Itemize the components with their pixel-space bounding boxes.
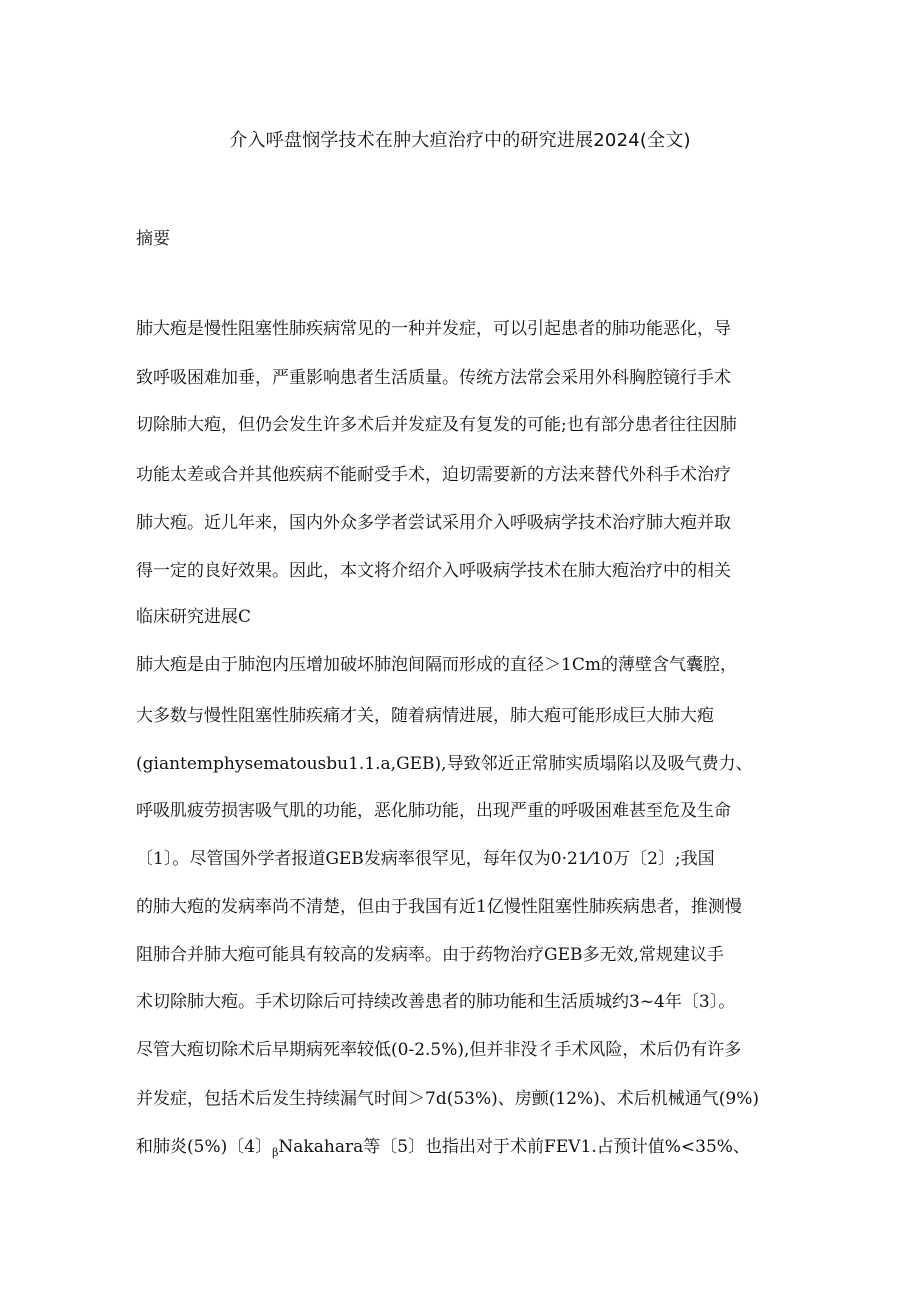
paragraph2-line-end: Nakahara等〔5〕也指出对于术前FEV1.占预计值%<35%、 <box>278 1137 750 1157</box>
paragraph2-line: 大多数与慢性阻塞性肺疾痛才关，随着病情进展，肺大疱可能形成巨大肺大疱 <box>136 706 714 726</box>
paragraph1-line: 得一定的良好效果。因此，本文将介绍介入呼吸病学技术在肺大疱治疗中的相关 <box>136 561 731 581</box>
paragraph1-line: 功能太差或合并其他疾病不能耐受手术，迫切需要新的方法来替代外科手术治疗 <box>136 465 731 485</box>
paragraph1-line: 切除肺大疱，但仍会发生许多术后并发症及有复发的可能;也有部分患者往往因肺 <box>136 415 737 435</box>
paragraph1-line: 肺大疱。近儿年来，国内外众多学者尝试采用介入呼吸病学技术治疗肺大疱并取 <box>136 513 731 533</box>
paragraph2-line: 并发症，包括术后发生持续漏气时间＞7d(53%)、房颤(12%)、术后机械通气(9%) <box>136 1089 760 1109</box>
paragraph2-line: 肺大疱是由于肺泡内压增加破坏肺泡间隔而形成的直径＞1Cm的薄壁含气囊腔， <box>136 655 737 675</box>
paragraph1-line: 肺大疱是慢性阻塞性肺疾病常见的一种并发症，可以引起患者的肺功能恶化，导 <box>136 319 731 339</box>
paragraph2-line-with-subscript <box>136 1139 750 1158</box>
paragraph2-line: (giantemphysematousbu1.1.a,GEB),导致邻近正常肺实质塌陷以及吸气费力、 <box>136 754 753 774</box>
paragraph2-line: 呼吸肌疲劳损害吸气肌的功能，恶化肺功能，出现严重的呼吸困难甚至危及生命 <box>136 801 731 821</box>
subscript-mark: β <box>272 1146 279 1159</box>
paragraph2-line-start: 和肺炎(5%)〔4〕 <box>136 1137 273 1157</box>
document-title: 介入呼盘悯学技术在肿大疸治疗中的研究进展2024(全文) <box>229 130 691 151</box>
paragraph2-line: 〔1〕。尽管国外学者报道GEB发病率很罕见，每年仅为0·21⁄10万〔2〕;我国 <box>136 849 715 869</box>
paragraph2-line: 的肺大疱的发病率尚不清楚，但由于我国有近1亿慢性阻塞性肺疾病患者，推测慢 <box>136 897 742 917</box>
paragraph2-line: 术切除肺大疱。手术切除后可持续改善患者的肺功能和生活质城约3~4年〔3〕。 <box>136 992 736 1012</box>
paragraph1-line: 临床研究进展C <box>136 607 252 627</box>
abstract-heading: 摘要 <box>136 229 170 249</box>
paragraph2-line: 尽管大疱切除术后早期病死率较低(0-2.5%),但并非没彳手术风险，术后仍有许多 <box>136 1040 742 1060</box>
paragraph2-line: 阻肺合并肺大疱可能具有较高的发病率。由于药物治疗GEB多无效,常规建议手 <box>136 945 724 965</box>
paragraph1-line: 致呼吸困难加垂，严重影响患者生活质量。传统方法常会采用外科胸腔镜行手术 <box>136 368 731 388</box>
